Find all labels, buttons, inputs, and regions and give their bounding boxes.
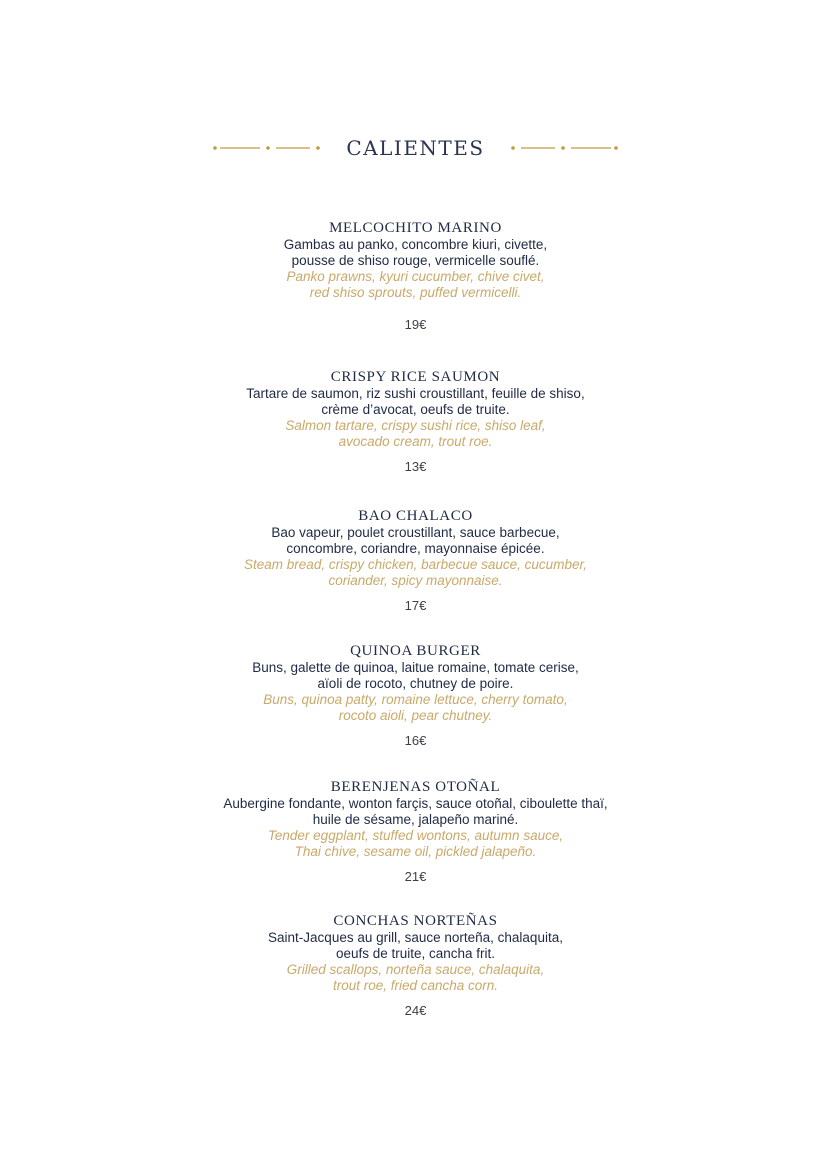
description-fr-line: Aubergine fondante, wonton farçis, sauce otoñal, ciboulette thaï,: [223, 796, 608, 811]
description-fr-line: Bao vapeur, poulet croustillant, sauce barbecue,: [271, 525, 560, 540]
item-description-en: [0, 692, 831, 724]
description-fr-line: aïoli de rocoto, chutney de poire.: [317, 676, 514, 691]
item-description-en: [0, 962, 831, 994]
description-en-line: Buns, quinoa patty, romaine lettuce, cherry tomato,: [263, 692, 568, 707]
item-price: 13€: [404, 459, 427, 474]
ornament-right-icon: [499, 143, 619, 153]
item-price: 24€: [404, 1003, 427, 1018]
description-fr-line: Gambas au panko, concombre kiuri, civette,: [283, 237, 548, 252]
section-title: CALIENTES: [346, 136, 485, 160]
item-description-en: [0, 557, 831, 589]
item-description-fr: [0, 237, 831, 269]
description-fr-line: crème d’avocat, oeufs de truite.: [321, 402, 510, 417]
item-price: 19€: [404, 317, 427, 332]
description-en-line: Steam bread, crispy chicken, barbecue sauce, cucumber,: [244, 557, 587, 572]
item-description-en: [0, 828, 831, 860]
item-description-fr: [0, 386, 831, 418]
description-en-line: red shiso sprouts, puffed vermicelli.: [309, 285, 522, 300]
menu-item-quinoa-burger: [0, 643, 831, 749]
item-name: CONCHAS NORTEÑAS: [333, 913, 498, 929]
description-fr-line: huile de sésame, jalapeño mariné.: [312, 812, 519, 827]
description-fr-line: Buns, galette de quinoa, laitue romaine, tomate cerise,: [252, 660, 579, 675]
description-en-line: rocoto aioli, pear chutney.: [338, 708, 493, 723]
description-en-line: Thai chive, sesame oil, pickled jalapeño.: [294, 844, 537, 859]
description-en-line: Salmon tartare, crispy sushi rice, shiso leaf,: [285, 418, 546, 433]
item-description-fr: [0, 796, 831, 828]
description-en-line: coriander, spicy mayonnaise.: [328, 573, 503, 588]
description-fr-line: pousse de shiso rouge, vermicelle souflé.: [291, 253, 540, 268]
item-name: MELCOCHITO MARINO: [329, 220, 502, 236]
item-price: 16€: [404, 733, 427, 748]
item-description-fr: [0, 660, 831, 692]
section-header: [0, 132, 831, 164]
description-fr-line: Tartare de saumon, riz sushi croustillant, feuille de shiso,: [246, 386, 585, 401]
description-fr-line: oeufs de truite, cancha frit.: [335, 946, 496, 961]
menu-item-crispy-rice-saumon: [0, 369, 831, 475]
description-fr-line: Saint-Jacques au grill, sauce norteña, chalaquita,: [268, 930, 563, 945]
description-en-line: Panko prawns, kyuri cucumber, chive civet,: [286, 269, 545, 284]
item-description-en: [0, 418, 831, 450]
item-description-fr: [0, 525, 831, 557]
item-description-en: [0, 269, 831, 301]
item-price: 17€: [404, 598, 427, 613]
description-fr-line: concombre, coriandre, mayonnaise épicée.: [286, 541, 545, 556]
ornament-left-icon: [212, 143, 332, 153]
description-en-line: avocado cream, trout roe.: [338, 434, 493, 449]
description-en-line: Tender eggplant, stuffed wontons, autumn sauce,: [267, 828, 564, 843]
item-price: 21€: [404, 869, 427, 884]
menu-item-melcochito-marino: [0, 220, 831, 333]
menu-item-conchas-nortenas: [0, 913, 831, 1019]
item-name: BERENJENAS OTOÑAL: [330, 779, 501, 795]
item-name: CRISPY RICE SAUMON: [330, 369, 501, 385]
description-en-line: trout roe, fried cancha corn.: [332, 978, 499, 993]
menu-item-berenjenas-otonal: [0, 779, 831, 885]
item-description-fr: [0, 930, 831, 962]
item-name: QUINOA BURGER: [350, 643, 481, 659]
description-en-line: Grilled scallops, norteña sauce, chalaquita,: [286, 962, 545, 977]
item-name: BAO CHALACO: [358, 508, 473, 524]
menu-item-bao-chalaco: [0, 508, 831, 614]
